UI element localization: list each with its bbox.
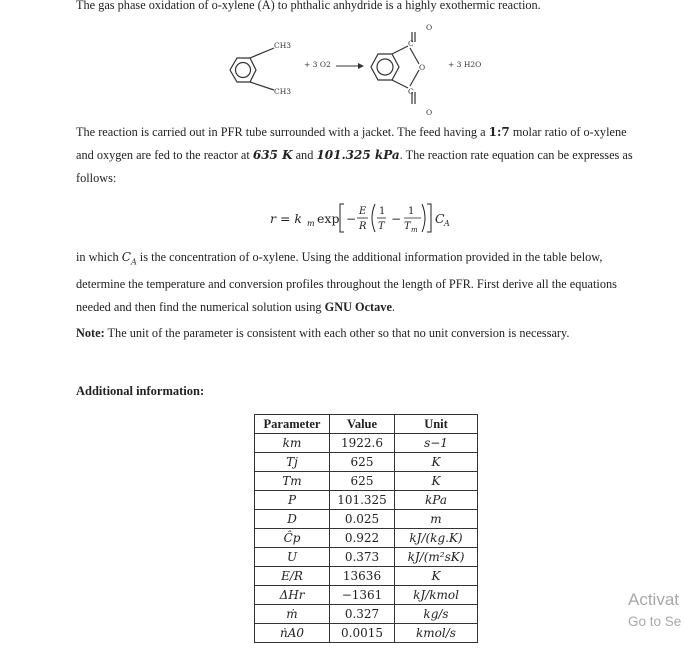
reaction-scheme xyxy=(222,24,522,116)
carbonyl-oxygen-top: O xyxy=(426,24,433,32)
carbonyl-carbon-top: C xyxy=(408,39,414,48)
svg-text:R: R xyxy=(359,221,367,232)
table-header-row xyxy=(255,415,478,434)
reaction-description: The reaction is carried out in PFR tube surrounded with a jacket. The feed having a 1:7 molar ratio of o-xylene and oxygen are fed to the reactor at 635 K and 101.325 kPa. The reaction rate equation can be expresses as follows: xyxy=(76,125,633,185)
svg-text:T: T xyxy=(404,221,411,232)
problem-statement: in which $C_A$ is the concentration of o-xylene. Using the additional information provided in the table below, determine the temperature and conversion profiles throughout the length of PFR. First derive all the equations needed and then find the numerical solution using GNU Octave. xyxy=(76,250,617,315)
table-row: D 0.025 m xyxy=(255,510,478,529)
rate-equation xyxy=(270,198,470,238)
svg-text:1: 1 xyxy=(379,206,386,217)
header-parameter: Parameter xyxy=(255,415,330,434)
note-label: Note: xyxy=(76,326,105,340)
table-row: U 0.373 kJ/(m²sK) xyxy=(255,548,478,567)
table-row: Ĉp 0.922 kJ/(kg.K) xyxy=(255,529,478,548)
oxygen-term: + 3 O2 xyxy=(304,60,331,69)
header-value: Value xyxy=(330,415,395,434)
table-row: ṅA0 0.0015 kmol/s xyxy=(255,624,478,643)
svg-text:T: T xyxy=(378,221,385,232)
svg-text:C: C xyxy=(435,211,445,226)
benzene-ring-reactant xyxy=(230,48,274,90)
svg-text:m: m xyxy=(307,219,315,228)
svg-text:−: − xyxy=(391,212,402,226)
table-row: P 101.325 kPa xyxy=(255,491,478,510)
svg-text:exp: exp xyxy=(317,211,340,226)
svg-text:m: m xyxy=(411,226,418,234)
carbonyl-oxygen-bottom: O xyxy=(426,108,433,116)
water-term: + 3 H2O xyxy=(448,60,482,69)
intro-text: The gas phase oxidation of o-xylene (A) to phthalic anhydride is a highly exothermic reaction. xyxy=(76,0,541,12)
table-row: Tm 625 K xyxy=(255,472,478,491)
svg-text:1: 1 xyxy=(408,206,415,217)
svg-text:−: − xyxy=(346,212,357,226)
carbonyl-carbon-bottom: C xyxy=(408,87,414,96)
methyl-group-top: CH3 xyxy=(274,41,292,50)
windows-activation-watermark-link[interactable]: Go to Se xyxy=(628,614,682,629)
ring-oxygen: O xyxy=(419,63,426,72)
table-row: ṁ 0.327 kg/s xyxy=(255,605,478,624)
header-unit: Unit xyxy=(395,415,478,434)
windows-activation-watermark: Activat xyxy=(628,590,680,609)
table-row: km 1922.6 s−1 xyxy=(255,434,478,453)
svg-text:A: A xyxy=(444,219,450,228)
table-row: E/R 13636 K xyxy=(255,567,478,586)
parameter-table xyxy=(254,414,478,643)
svg-text:E: E xyxy=(359,206,367,217)
methyl-group-bottom: CH3 xyxy=(274,87,292,96)
table-row: ΔHr −1361 kJ/kmol xyxy=(255,586,478,605)
note-paragraph: Note: The unit of the parameter is consistent with each other so that no unit conversion is necessary. xyxy=(76,326,570,340)
reaction-arrow xyxy=(336,63,364,69)
additional-info-heading: Additional information: xyxy=(76,384,205,398)
table-row: Tj 625 K xyxy=(255,453,478,472)
svg-text:r = k: r = k xyxy=(270,211,302,226)
